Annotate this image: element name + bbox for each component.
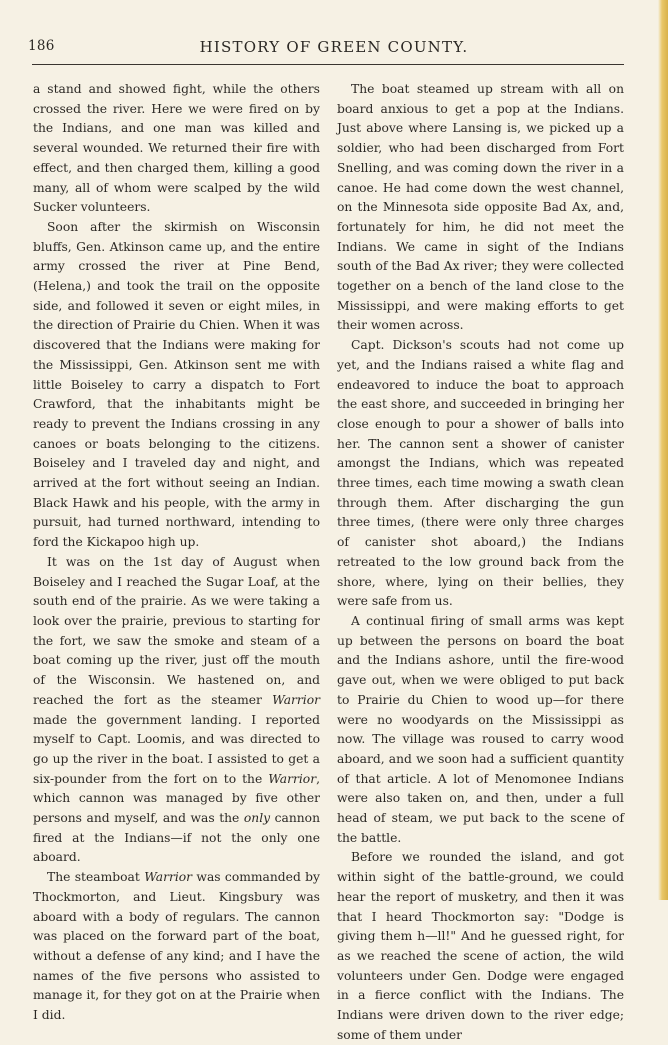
left-paragraph-4 <box>33 868 320 1026</box>
right-paragraph-1: The boat steamed up stream with all on board anxious to get a pop at the Indians. Just above where Lansing is, we picked up a soldier, who had been discharged from Fort Snelling, and was coming down the river in a canoe. He had come down the west channel, on the Minnesota side opposite Bad Ax, and, fortunately for him, he did not meet the Indians. We came in sight of the Indians south of the Bad Ax river; they were collected together on a bench of the land close to the Mississippi, and were making efforts to get their women across. <box>337 82 624 333</box>
page-edge <box>658 0 668 900</box>
left-paragraph-2: Soon after the skirmish on Wisconsin bluffs, Gen. Atkinson came up, and the entire army crossed the river at Pine Bend, (Helena,) and took the trail on the opposite side, and followed it seven or eight miles, in the direction of Prairie du Chien. When it was discovered that the Indians were making for the Mississippi, Gen. Atkinson sent me with little Boiseley to carry a dispatch to Fort Crawford, that the inhabitants might be ready to prevent the Indians crossing in any canoes or boats belonging to the citizens. Boiseley and I traveled day and night, and arrived at the fort without seeing an Indian. Black Hawk and his people, with the army in pursuit, had turned northward, intending to ford the Kickapoo high up. <box>33 219 320 550</box>
right-paragraph-3: A continual firing of small arms was kept up between the persons on board the boat and the Indians ashore, until the fire-wood gave out, when we were obliged to put back to Prairie du Chien to wood up—for there were no woodyards on the Mississippi as now. The village was roused to carry wood aboard, and we soon had a sufficient quantity of that article. A lot of Menomonee Indians were also taken on, and then, under a full head of steam, we put back to the scene of the battle. <box>337 613 624 845</box>
text-run: It was on the 1st day of August when Boiseley and I reached the Sugar Loaf, at the south end of the prairie. As we were taking a look over the prairie, previous to starting for the fort, we saw the smoke and steam of a boat coming up the river, just off the mouth of the Wisconsin. We hastened on, and reached the fort as the steamer <box>33 554 320 707</box>
left-paragraph-1: a stand and showed fight, while the others crossed the river. Here we were fired on by the Indians, and one man was killed and several wounded. We returned their fire with effect, and then charged them, killing a good many, all of whom were scalped by the wild Sucker volunteers. <box>33 82 320 215</box>
right-paragraph-4: Before we rounded the island, and got within sight of the battle-ground, we could hear the report of musketry, and then it was that I heard Thockmorton say: "Dodge is giving them h—ll!" And he guessed right, for as we reached the scene of action, the wild volunteers under Gen. Dodge were engaged in a fierce conflict with the Indians. The Indians were driven down to the river edge; some of them under <box>337 850 624 1042</box>
italic-run: Warrior <box>144 870 193 885</box>
italic-run: Warrior <box>272 692 320 707</box>
left-paragraph-3 <box>33 553 320 868</box>
italic-run: only <box>243 811 271 826</box>
running-title: HISTORY OF GREEN COUNTY. <box>199 38 469 56</box>
italic-run: Warrior <box>268 771 317 786</box>
text-run: made the government landing. I reported myself to Capt. Loomis, and was directed to go up the river in the boat. I assisted to get a six-pounder from the fort on to the <box>33 712 320 786</box>
text-run: , which cannon was managed by five other persons and myself, and was the <box>33 771 320 826</box>
text-run: The steamboat <box>47 870 145 885</box>
left-column <box>33 80 320 1026</box>
page-header <box>28 38 640 60</box>
text-run: cannon fired at the Indians—if not the only one aboard. <box>33 811 320 865</box>
text-run: was commanded by Thockmorton, and Lieut. Kingsbury was aboard with a body of regulars. The cannon was placed on the forward part of the boat, without a defense of any kind; and I have the names of the five persons who assisted to manage it, for they got on at the Prairie when I did. <box>33 870 320 1023</box>
right-paragraph-2: Capt. Dickson's scouts had not come up yet, and the Indians raised a white flag and endeavored to induce the boat to approach the east shore, and succeeded in bringing her close enough to pour a shower of balls into her. The cannon sent a shower of canister amongst the Indians, which was repeated three times, each time mowing a swath clean through them. After discharging the gun three times, (there were only three charges of canister shot aboard,) the Indians retreated to the low ground back from the shore, where, lying on their bellies, they were safe from us. <box>337 338 624 609</box>
right-column <box>337 80 624 1045</box>
page-number: 186 <box>28 38 55 54</box>
header-rule <box>32 64 624 65</box>
